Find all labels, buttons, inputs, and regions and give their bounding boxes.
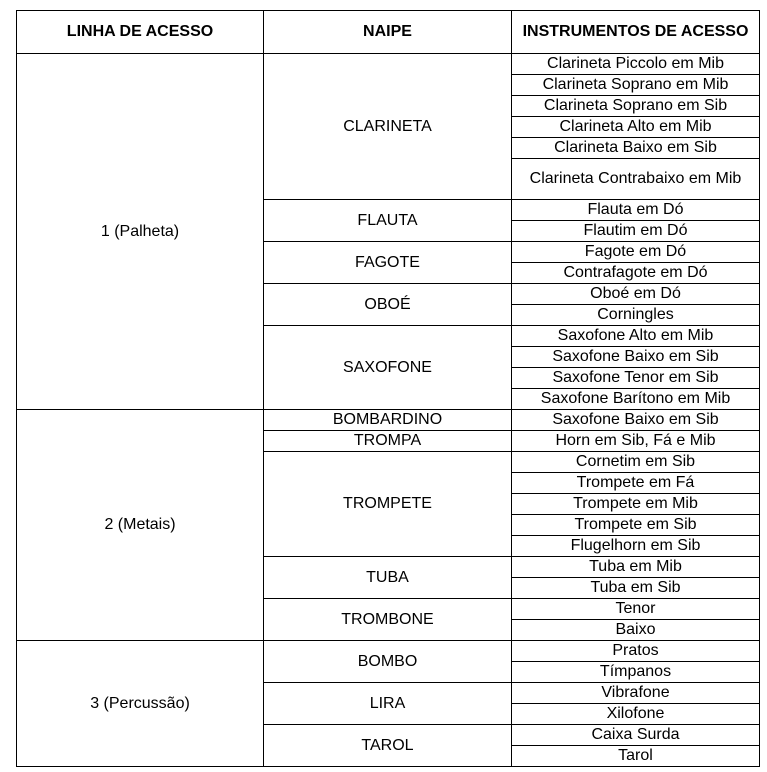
instrumento-cell: Vibrafone [512, 683, 760, 704]
naipe-cell: BOMBO [264, 641, 512, 683]
instrumento-cell: Tenor [512, 599, 760, 620]
instrument-access-table [16, 10, 760, 767]
instrumento-cell: Trompete em Sib [512, 515, 760, 536]
naipe-cell: SAXOFONE [264, 326, 512, 410]
linha-cell: 1 (Palheta) [17, 54, 264, 410]
header-naipe: NAIPE [264, 11, 512, 54]
instrumento-cell: Tuba em Sib [512, 578, 760, 599]
instrumento-cell: Trompete em Mib [512, 494, 760, 515]
instrumento-cell: Cornetim em Sib [512, 452, 760, 473]
instrumento-cell: Flauta em Dó [512, 200, 760, 221]
naipe-cell: FAGOTE [264, 242, 512, 284]
instrumento-cell: Saxofone Alto em Mib [512, 326, 760, 347]
header-row [17, 11, 760, 54]
instrumento-cell: Clarineta Baixo em Sib [512, 138, 760, 159]
instrumento-cell: Horn em Sib, Fá e Mib [512, 431, 760, 452]
instrumento-cell: Flugelhorn em Sib [512, 536, 760, 557]
instrumento-cell: Saxofone Tenor em Sib [512, 368, 760, 389]
instrumento-cell: Tímpanos [512, 662, 760, 683]
naipe-cell: TROMPETE [264, 452, 512, 557]
instrumento-cell: Trompete em Fá [512, 473, 760, 494]
linha-cell: 3 (Percussão) [17, 641, 264, 767]
instrumento-cell: Saxofone Baixo em Sib [512, 347, 760, 368]
naipe-cell: FLAUTA [264, 200, 512, 242]
instrumento-cell: Caixa Surda [512, 725, 760, 746]
instrumento-cell: Contrafagote em Dó [512, 263, 760, 284]
instrumento-cell: Flautim em Dó [512, 221, 760, 242]
table-row [17, 410, 760, 431]
header-linha: LINHA DE ACESSO [17, 11, 264, 54]
naipe-cell: TAROL [264, 725, 512, 767]
instrumento-cell: Oboé em Dó [512, 284, 760, 305]
instrumento-cell: Baixo [512, 620, 760, 641]
table-row [17, 641, 760, 662]
instrumento-cell: Tarol [512, 746, 760, 767]
instrumento-cell: Clarineta Contrabaixo em Mib [512, 159, 760, 200]
instrumento-cell: Pratos [512, 641, 760, 662]
naipe-cell: TROMPA [264, 431, 512, 452]
instrumento-cell: Corningles [512, 305, 760, 326]
header-instrumentos: INSTRUMENTOS DE ACESSO [512, 11, 760, 54]
table-row [17, 54, 760, 75]
instrumento-cell: Fagote em Dó [512, 242, 760, 263]
linha-cell: 2 (Metais) [17, 410, 264, 641]
instrumento-cell: Clarineta Soprano em Mib [512, 75, 760, 96]
naipe-cell: OBOÉ [264, 284, 512, 326]
instrumento-cell: Xilofone [512, 704, 760, 725]
instrumento-cell: Clarineta Piccolo em Mib [512, 54, 760, 75]
naipe-cell: TROMBONE [264, 599, 512, 641]
naipe-cell: TUBA [264, 557, 512, 599]
naipe-cell: CLARINETA [264, 54, 512, 200]
instrumento-cell: Clarineta Alto em Mib [512, 117, 760, 138]
instrumento-cell: Clarineta Soprano em Sib [512, 96, 760, 117]
naipe-cell: BOMBARDINO [264, 410, 512, 431]
instrumento-cell: Saxofone Baixo em Sib [512, 410, 760, 431]
table-body [17, 54, 760, 767]
instrumento-cell: Tuba em Mib [512, 557, 760, 578]
naipe-cell: LIRA [264, 683, 512, 725]
instrumento-cell: Saxofone Barítono em Mib [512, 389, 760, 410]
